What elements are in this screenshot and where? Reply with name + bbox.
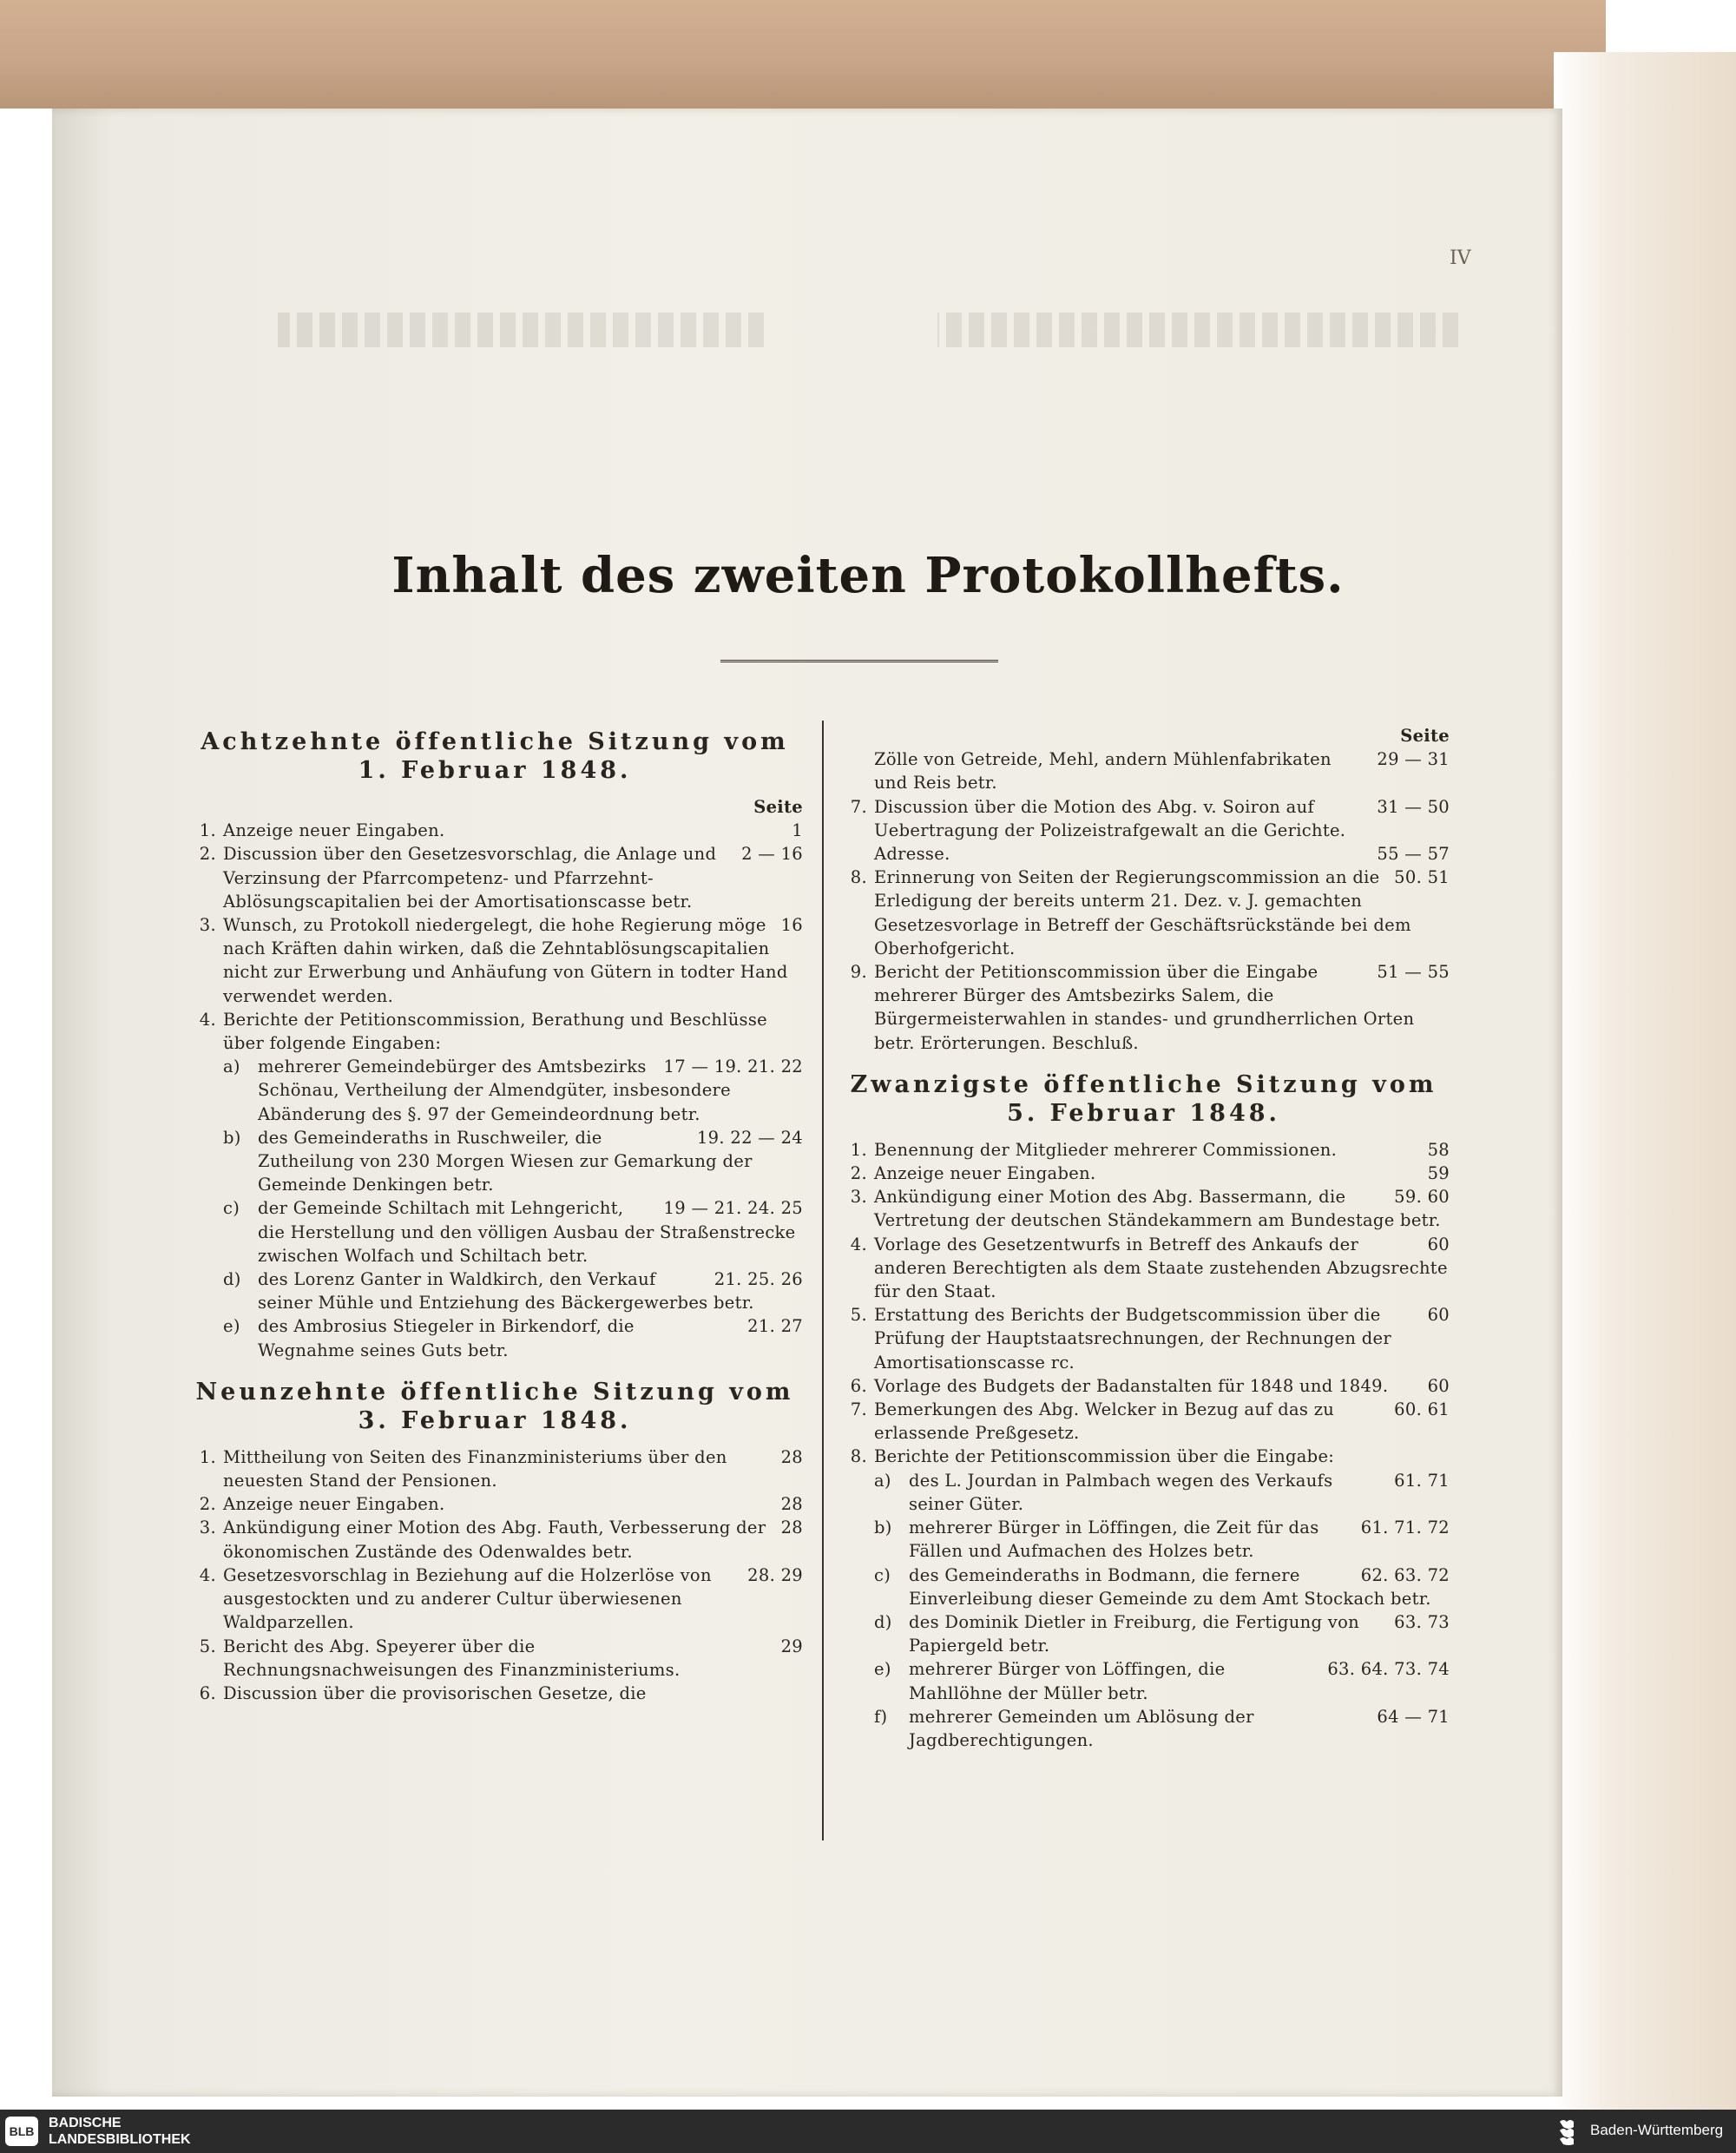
toc-subentry: a) 61. 71 des L. Jourdan in Palmbach wegen des Verkaufs seiner Güter. xyxy=(874,1470,1450,1514)
page-ref: 60 xyxy=(1427,1234,1450,1254)
toc-entry: 8. Berichte der Petitionscommission über die Eingabe: xyxy=(850,1446,1335,1467)
page-ref: 28 xyxy=(780,1494,803,1515)
page-ref: 17 — 19. 21. 22 xyxy=(663,1057,803,1077)
toc-subentry: b) 61. 71. 72 mehrerer Bürger in Löffingen, die Zeit für das Fällen und Aufmachen des Holzes betr. xyxy=(874,1518,1450,1562)
baden-wuerttemberg-emblem-icon xyxy=(1556,2117,1581,2146)
page-ref: 60. 61 xyxy=(1394,1399,1450,1420)
section-heading: Neunzehnte öffentliche Sitzung vom 3. Februar 1848. xyxy=(195,1378,794,1434)
toc-entry: 2. 2 — 16 Discussion über den Gesetzesvorschlag, die Anlage und Verzinsung der Pfarrcompetenz- und Pfarrzehnt-Ablösungscapitalien bei der Amortisationscasse betr. xyxy=(199,844,803,912)
toc-entry: 9. 51 — 55 Bericht der Petitionscommission über die Eingabe mehrerer Bürger des Amtsbezirks Salem, die Bürgermeisterwahlen in standes- und grundherrlichen Orten betr. Erörterungen. Beschluß. xyxy=(850,962,1450,1053)
toc-subentry: e) 21. 27 des Ambrosius Stiegeler in Birkendorf, die Wegnahme seines Guts betr. xyxy=(223,1316,803,1360)
page-ref: 28. 29 xyxy=(747,1564,803,1585)
page-ref: 28 xyxy=(780,1446,803,1467)
toc-entry: 4. Berichte der Petitionscommission, Berathung und Beschlüsse über folgende Eingaben: xyxy=(199,1009,768,1054)
toc-entry: 4. 28. 29 Gesetzesvorschlag in Beziehung auf die Holzerlöse von ausgestockten und zu anderer Cultur überwiesenen Waldparzellen. xyxy=(199,1564,803,1633)
toc-subentry: c) 62. 63. 72 des Gemeinderaths in Bodmann, die fernere Einverleibung dieser Gemeinde zu dem Amt Stockach betr. xyxy=(874,1564,1450,1609)
toc-subentry: a) 17 — 19. 21. 22 mehrerer Gemeindebürger des Amtsbezirks Schönau, Vertheilung der Almendgüter, insbesondere Abänderung des §. 97 der Gemeindeordnung betr. xyxy=(223,1057,803,1124)
seite-label: Seite xyxy=(1400,726,1450,746)
toc-entry: 3. 59. 60 Ankündigung einer Motion des Abg. Bassermann, die Vertretung der deutschen Ständekammern am Bundestage betr. xyxy=(850,1187,1450,1231)
library-name[interactable]: BADISCHE LANDESBIBLIOTHEK xyxy=(49,2116,191,2147)
right-column xyxy=(838,721,1450,1752)
toc-entry: 7. 31 — 50 Discussion über die Motion des Abg. v. Soiron auf Uebertragung der Polizeistrafgewalt an die Gerichte. xyxy=(850,796,1450,840)
toc-entry: 1. 28 Mittheilung von Seiten des Finanzministeriums über den neuesten Stand der Pensionen. xyxy=(199,1446,803,1491)
page-ref: 60 xyxy=(1427,1375,1450,1396)
library-footer xyxy=(0,2110,1736,2153)
state-name[interactable]: Baden-Württemberg xyxy=(1590,2122,1724,2138)
toc-entry: 3. 28 Ankündigung einer Motion des Abg. Fauth, Verbesserung der ökonomischen Zustände des Odenwaldes betr. xyxy=(199,1518,803,1562)
page-number: IV xyxy=(1450,247,1471,269)
page-ref: 58 xyxy=(1427,1139,1450,1160)
toc-entry: 6. Discussion über die provisorischen Gesetze, die xyxy=(199,1682,647,1703)
page-ref: 59 xyxy=(1427,1163,1450,1184)
page-ref: 63. 64. 73. 74 xyxy=(1327,1659,1450,1680)
toc-subentry: d) 63. 73 des Dominik Dietler in Freiburg, die Fertigung von Papiergeld betr. xyxy=(874,1611,1450,1656)
toc-entry: 1. 58 Benennung der Mitglieder mehrerer Commissionen. xyxy=(838,1138,1450,1162)
section-heading: Zwanzigste öffentliche Sitzung vom 5. Februar 1848. xyxy=(850,1070,1437,1127)
page-ref: 29 — 31 xyxy=(1377,749,1450,770)
toc-entry: 5. 60 Erstattung des Berichts der Budgetscommission über die Prüfung der Hauptstaatsrechnungen, der Rechnungen der Amortisationscasse rc. xyxy=(850,1305,1450,1373)
toc-subentry: d) 21. 25. 26 des Lorenz Ganter in Waldkirch, den Verkauf seiner Mühle und Entziehung des Bäckergewerbes betr. xyxy=(223,1269,803,1314)
page-ref: 64 — 71 xyxy=(1377,1706,1450,1727)
book-edge-top xyxy=(0,0,1606,109)
page-ref: 62. 63. 72 xyxy=(1360,1564,1450,1585)
page-ref: 21. 25. 26 xyxy=(713,1269,803,1290)
toc-entry: 8. 50. 51 Erinnerung von Seiten der Regierungscommission an die Erledigung der bereits unterm 21. Dez. v. J. gemachten Gesetzesvorlage in Betreff der Geschäftsrückstände bei dem Oberhofgericht. xyxy=(850,867,1450,958)
toc-entry: 5. 29 Bericht des Abg. Speyerer über die Rechnungsnachweisungen des Finanzministeriums. xyxy=(199,1636,803,1680)
toc-entry: 55 — 57 Adresse. xyxy=(838,842,1450,866)
section-heading: Achtzehnte öffentliche Sitzung vom 1. Februar 1848. xyxy=(201,728,789,784)
toc-entry: 4. 60 Vorlage des Gesetzentwurfs in Betreff des Ankaufs der anderen Berechtigten als dem Staate zustehenden Abzugsrechte für den Staat. xyxy=(850,1234,1450,1302)
page-ref: 28 xyxy=(780,1518,803,1538)
page-ref: 16 xyxy=(780,915,803,936)
page-ref: 1 xyxy=(792,820,803,841)
show-through-decoration xyxy=(278,313,764,347)
toc-entry: 2. 59 Anzeige neuer Eingaben. xyxy=(838,1162,1450,1185)
page-ref: 31 — 50 xyxy=(1377,796,1450,817)
book-edge-right xyxy=(1554,52,1736,2118)
column-divider xyxy=(822,721,824,1840)
seite-label: Seite xyxy=(753,797,803,817)
show-through-decoration xyxy=(937,313,1458,347)
left-column xyxy=(187,721,803,1705)
toc-entry: 1. 1 Anzeige neuer Eingaben. xyxy=(187,819,803,842)
toc-entry: 6. 60 Vorlage des Budgets der Badanstalten für 1848 und 1849. xyxy=(838,1374,1450,1398)
page-ref: 51 — 55 xyxy=(1377,962,1450,983)
page-ref: 63. 73 xyxy=(1394,1611,1450,1632)
page-ref: 50. 51 xyxy=(1394,867,1450,888)
toc-entry: 2. 28 Anzeige neuer Eingaben. xyxy=(187,1492,803,1516)
toc-entry: 7. 60. 61 Bemerkungen des Abg. Welcker in Bezug auf das zu erlassende Preßgesetz. xyxy=(850,1399,1450,1444)
page-ref: 59. 60 xyxy=(1394,1187,1450,1208)
page-ref: 29 xyxy=(780,1636,803,1656)
page-ref: 2 — 16 xyxy=(741,844,803,865)
blb-logo[interactable]: BLB xyxy=(5,2117,38,2146)
toc-subentry: c) 19 — 21. 24. 25 der Gemeinde Schiltach mit Lehngericht, die Herstellung und den völligen Ausbau der Straßenstrecke zwischen Wolfach und Schiltach betr. xyxy=(223,1198,803,1266)
page-ref: 61. 71. 72 xyxy=(1360,1518,1450,1538)
page-ref: 21. 27 xyxy=(747,1316,803,1337)
page-ref: 19 — 21. 24. 25 xyxy=(663,1198,803,1219)
title-divider xyxy=(720,660,998,662)
toc-subentry: e) 63. 64. 73. 74 mehrerer Bürger von Löffingen, die Mahllöhne der Müller betr. xyxy=(874,1659,1450,1703)
page-ref: 61. 71 xyxy=(1394,1470,1450,1491)
toc-entry: 3. 16 Wunsch, zu Protokoll niedergelegt, die hohe Regierung möge nach Kräften dahin wirken, daß die Zehntablösungscapitalien nicht zur Erwerbung und Anhäufung von Gütern in todter Hand verwendet werden. xyxy=(199,915,803,1006)
page-ref: 60 xyxy=(1427,1305,1450,1326)
page-ref: 55 — 57 xyxy=(1377,844,1450,865)
page-title: Inhalt des zweiten Protokollhefts. xyxy=(391,547,1345,604)
page-ref: 19. 22 — 24 xyxy=(696,1127,803,1148)
toc-entry-continuation: 29 — 31 Zölle von Getreide, Mehl, andern Mühlenfabrikaten und Reis betr. xyxy=(874,749,1450,793)
toc-subentry: b) 19. 22 — 24 des Gemeinderaths in Ruschweiler, die Zutheilung von 230 Morgen Wiesen zur Gemarkung der Gemeinde Denkingen betr. xyxy=(223,1127,803,1195)
toc-subentry: f) 64 — 71 mehrerer Gemeinden um Ablösung der Jagdberechtigungen. xyxy=(874,1706,1450,1750)
